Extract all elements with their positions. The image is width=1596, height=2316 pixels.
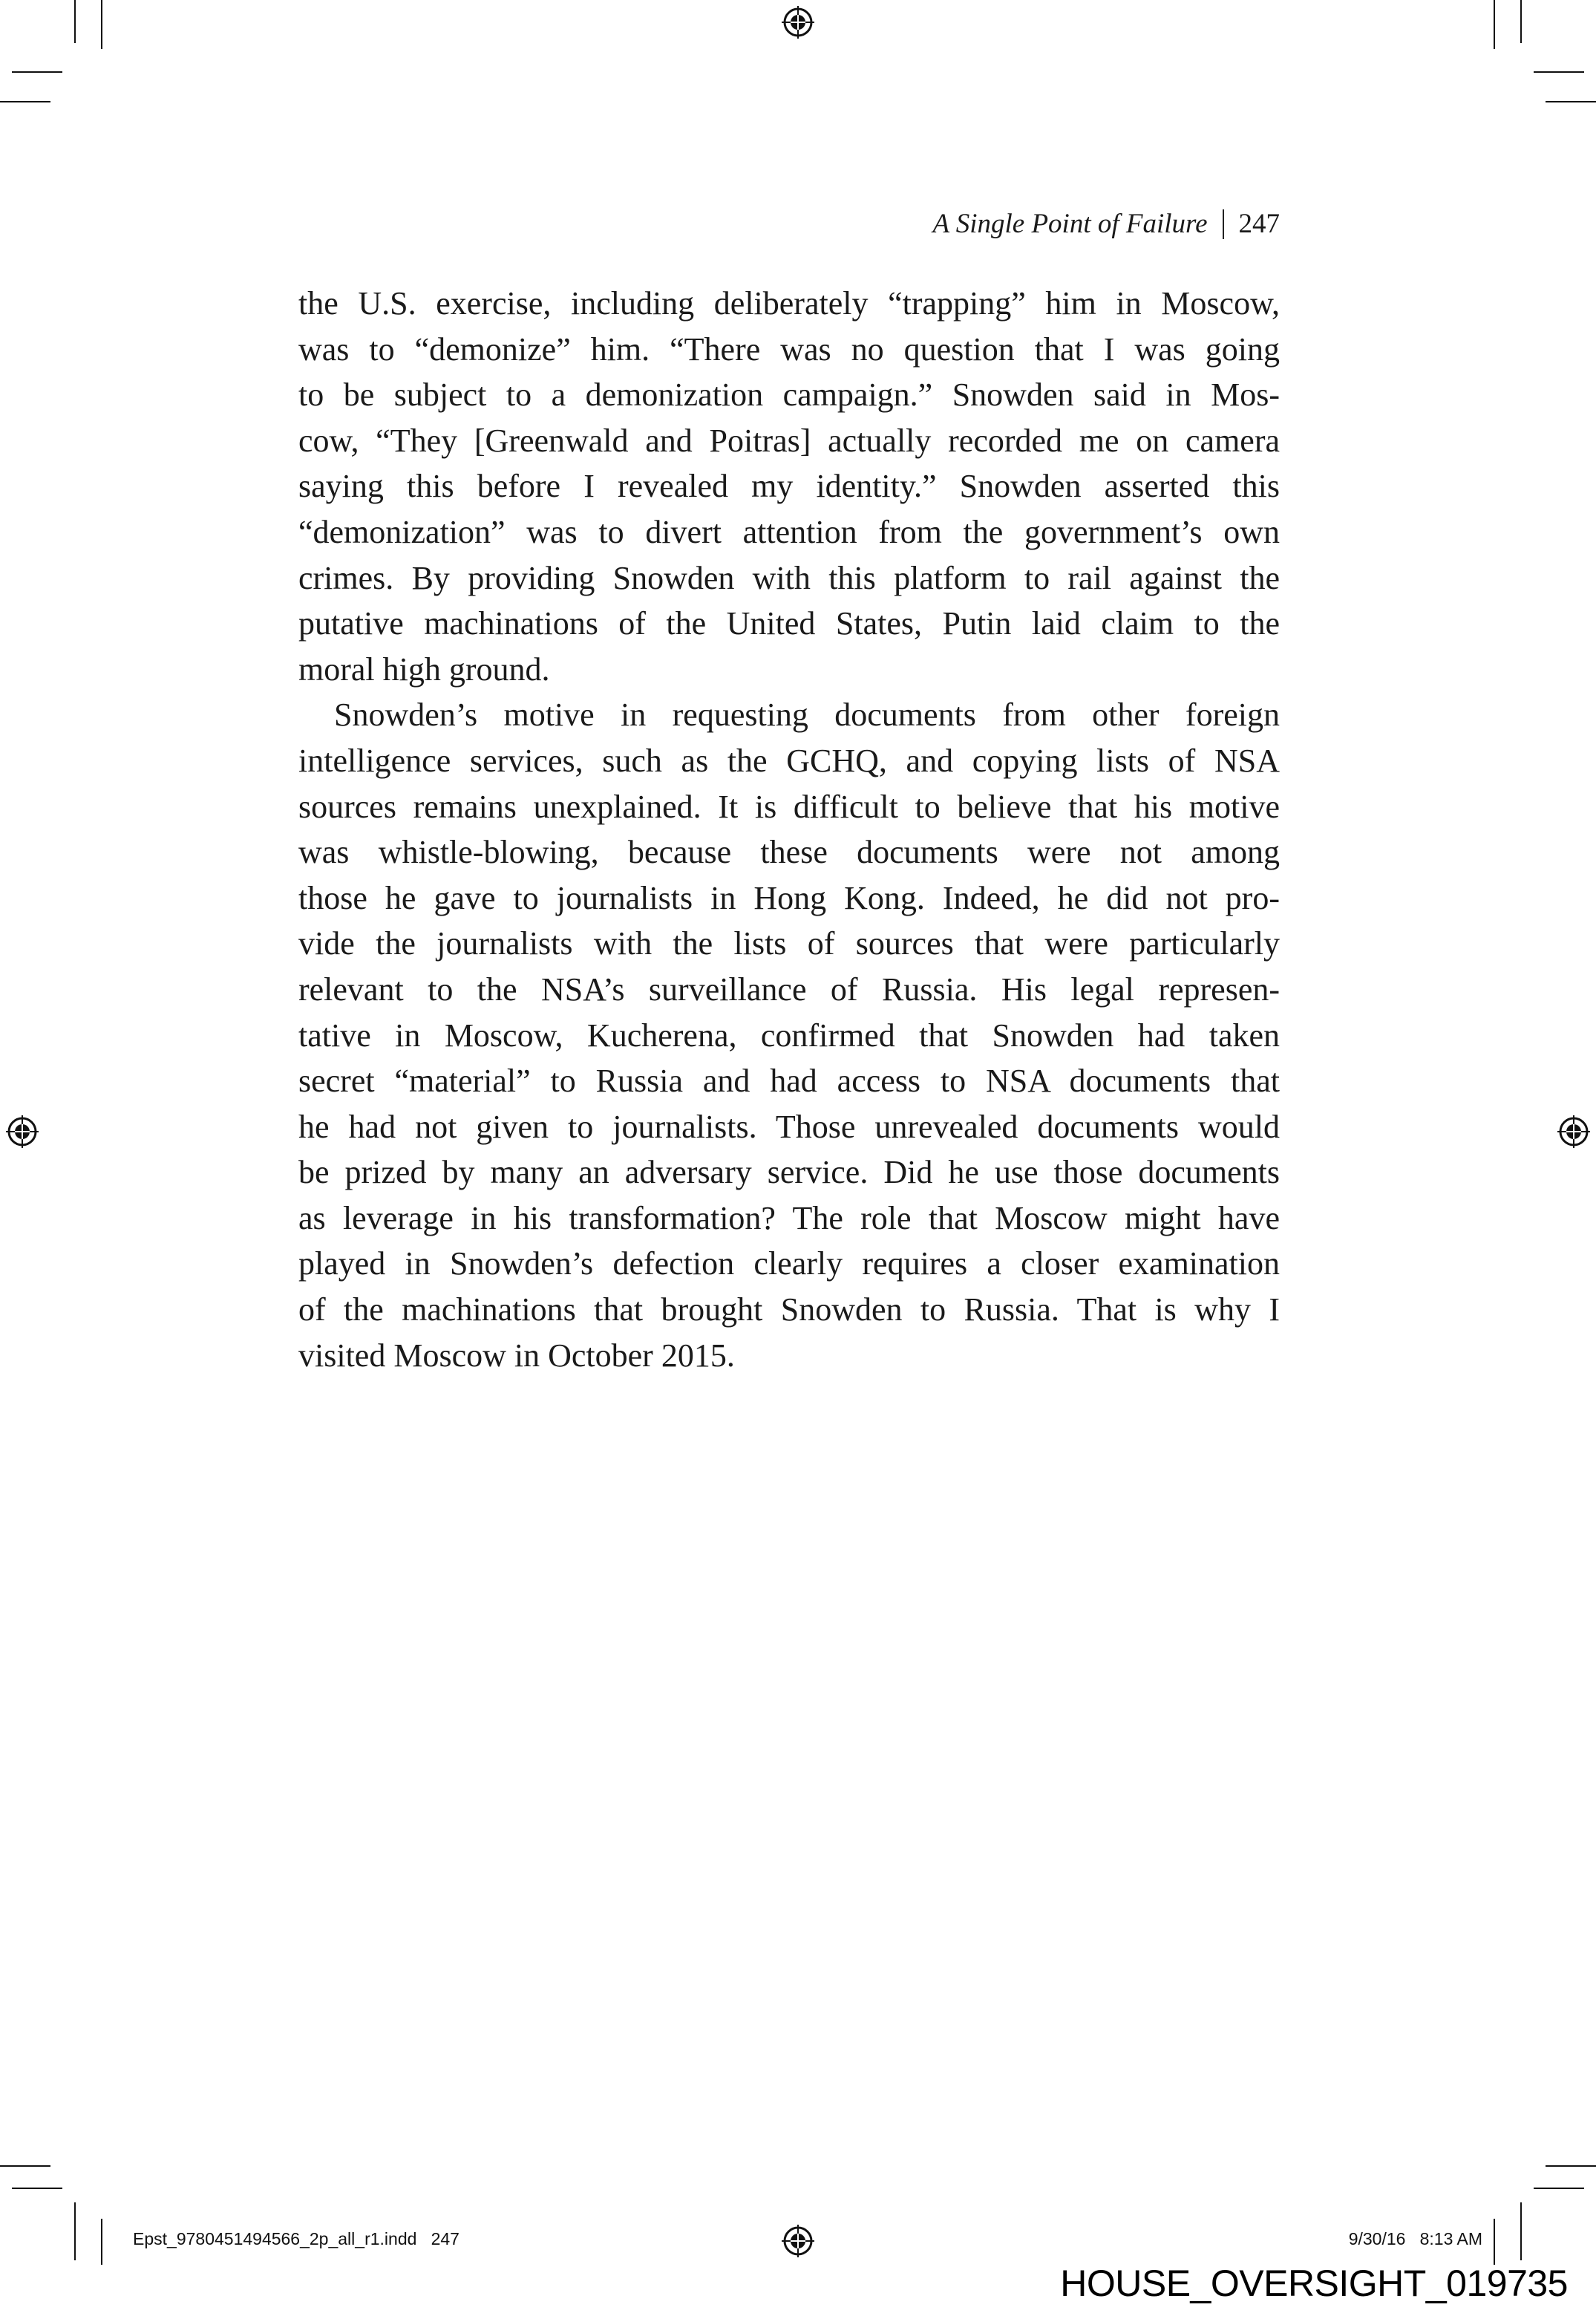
text-line: “demonization” was to divert attention from the government’s own xyxy=(298,513,1280,550)
crop-mark xyxy=(0,101,50,102)
text-line: intelligence services, such as the GCHQ, and copying lists of NSA xyxy=(298,742,1280,779)
text-line: he had not given to journalists. Those unrevealed documents would xyxy=(298,1108,1280,1145)
crop-mark xyxy=(12,2188,62,2189)
crop-mark xyxy=(1546,101,1596,102)
bates-number: HOUSE_OVERSIGHT_019735 xyxy=(1060,2263,1568,2304)
text-line: visited Moscow in October 2015. xyxy=(298,1337,735,1374)
crop-mark xyxy=(1520,2202,1522,2260)
crop-mark xyxy=(74,0,76,43)
text-line: the U.S. exercise, including deliberately “trapping” him in Moscow, xyxy=(298,285,1280,322)
registration-mark-icon xyxy=(6,1115,39,1148)
text-line: those he gave to journalists in Hong Kong. Indeed, he did not pro- xyxy=(298,879,1280,916)
text-line: secret “material” to Russia and had access to NSA documents that xyxy=(298,1063,1280,1100)
slug-date: 9/30/16 8:13 AM xyxy=(1348,2229,1482,2248)
page-number: 247 xyxy=(1238,209,1280,239)
paragraph xyxy=(298,281,1280,692)
text-line: relevant to the NSA’s surveillance of Russia. His legal represen- xyxy=(298,971,1280,1008)
text-line: be prized by many an adversary service. Did he use those documents xyxy=(298,1154,1280,1191)
crop-mark xyxy=(0,2165,50,2167)
crop-mark xyxy=(1546,2165,1596,2167)
registration-mark-icon xyxy=(782,2225,814,2257)
text-line: crimes. By providing Snowden with this platform to rail against the xyxy=(298,559,1280,596)
text-line: of the machinations that brought Snowden to Russia. That is why I xyxy=(298,1291,1280,1328)
crop-mark xyxy=(1534,2188,1584,2189)
body-text xyxy=(298,281,1280,1378)
running-head-divider xyxy=(1223,209,1224,239)
crop-mark xyxy=(74,2202,76,2260)
crop-mark xyxy=(12,71,62,73)
text-line: saying this before I revealed my identity.” Snowden asserted this xyxy=(298,468,1280,505)
running-head-title: A Single Point of Failure xyxy=(932,209,1208,239)
text-line: sources remains unexplained. It is difficult to believe that his motive xyxy=(298,788,1280,825)
crop-mark xyxy=(1494,0,1495,49)
crop-mark xyxy=(1534,71,1584,73)
text-line: as leverage in his transformation? The role that Moscow might have xyxy=(298,1199,1280,1236)
crop-mark xyxy=(101,0,102,49)
text-line: moral high ground. xyxy=(298,650,550,688)
crop-mark xyxy=(1494,2219,1495,2265)
registration-mark-icon xyxy=(782,6,814,39)
paragraph xyxy=(298,692,1280,1378)
text-line: tative in Moscow, Kucherena, confirmed that Snowden had taken xyxy=(298,1017,1280,1054)
slug-filename: Epst_9780451494566_2p_all_r1.indd 247 xyxy=(133,2229,459,2248)
running-head xyxy=(933,208,1280,240)
text-line: vide the journalists with the lists of sources that were particularly xyxy=(298,925,1280,962)
crop-mark xyxy=(1520,0,1522,43)
crop-mark xyxy=(101,2219,102,2265)
text-line: putative machinations of the United States, Putin laid claim to the xyxy=(298,605,1280,642)
text-line: Snowden’s motive in requesting documents from other foreign xyxy=(334,697,1280,734)
text-line: played in Snowden’s defection clearly requires a closer examination xyxy=(298,1245,1280,1282)
registration-mark-icon xyxy=(1557,1115,1590,1148)
text-line: cow, “They [Greenwald and Poitras] actually recorded me on camera xyxy=(298,422,1280,459)
text-line: to be subject to a demonization campaign.” Snowden said in Mos- xyxy=(298,376,1280,414)
text-line: was whistle-blowing, because these documents were not among xyxy=(298,834,1280,871)
text-line: was to “demonize” him. “There was no question that I was going xyxy=(298,330,1280,368)
